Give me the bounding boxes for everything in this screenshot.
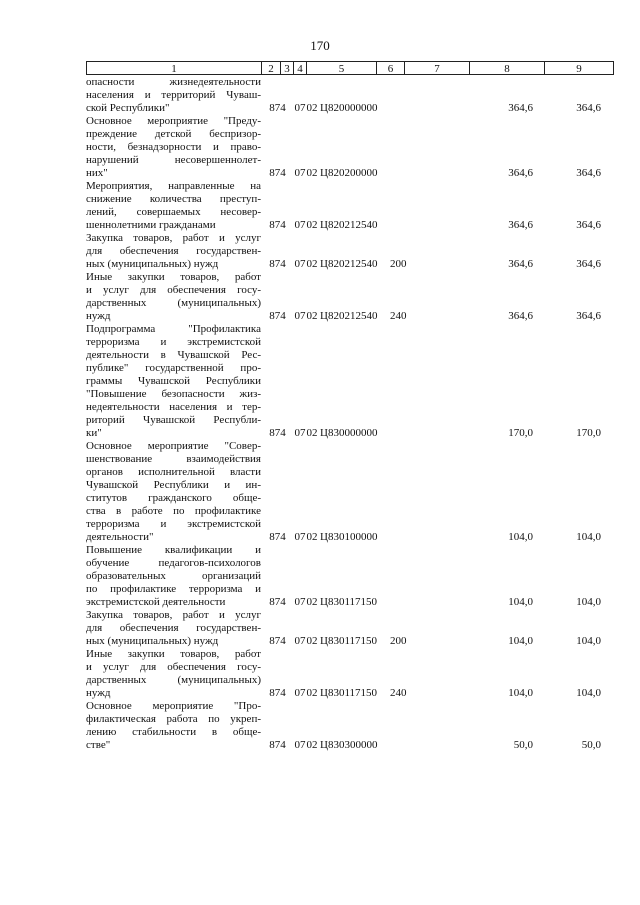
- subsection-cell: 02: [306, 219, 318, 231]
- description-line: риторий Чувашской Республи-: [86, 414, 261, 426]
- description-line: ститутов гражданского обще-: [86, 492, 261, 504]
- description-line: Повышение квалификации и: [86, 544, 261, 556]
- description-line: шеннолетними гражданами: [86, 219, 216, 231]
- code-cell: 874: [269, 258, 286, 270]
- subsection-cell: 02: [306, 258, 318, 270]
- expense-type-cell: 240: [390, 310, 407, 322]
- description-line: публике" государственной про-: [86, 362, 261, 374]
- subsection-cell: 02: [306, 427, 318, 439]
- section-cell: 07: [294, 219, 306, 231]
- description-line: и услуг для обеспечения госу-: [86, 661, 261, 673]
- description-line: стве": [86, 739, 111, 751]
- table-row: [86, 115, 614, 180]
- description-line: филактическая работа по укреп-: [86, 713, 261, 725]
- amount-cell-8: 364,6: [508, 167, 533, 179]
- page-number: 170: [310, 38, 330, 53]
- header-col-8: 8: [469, 61, 544, 75]
- section-cell: 07: [294, 596, 306, 608]
- row-description: [86, 440, 261, 544]
- description-line: Основное мероприятие "Совер-: [86, 440, 261, 452]
- subsection-cell: 02: [306, 531, 318, 543]
- description-line: обучение педагогов-психологов: [86, 557, 261, 569]
- description-line: граммы Чувашской Республики: [86, 375, 261, 387]
- table-body: [86, 76, 614, 752]
- description-line: Основное мероприятие "Преду-: [86, 115, 261, 127]
- section-cell: 07: [294, 310, 306, 322]
- description-line: деятельности": [86, 531, 154, 543]
- description-line: населения и территорий Чуваш-: [86, 89, 261, 101]
- amount-cell-9: 50,0: [581, 739, 601, 751]
- target-article-cell: Ц820200000: [320, 167, 378, 179]
- header-col-7: 7: [404, 61, 469, 75]
- section-cell: 07: [294, 258, 306, 270]
- amount-cell-9: 364,6: [576, 310, 601, 322]
- table-row: [86, 323, 614, 440]
- description-line: лений, совершаемых несовер-: [86, 206, 261, 218]
- amount-cell-9: 104,0: [576, 596, 601, 608]
- amount-cell-8: 104,0: [508, 635, 533, 647]
- description-line: "Повышение безопасности жиз-: [86, 388, 261, 400]
- header-col-1: 1: [86, 61, 261, 75]
- row-description: [86, 544, 261, 609]
- amount-cell-8: 104,0: [508, 687, 533, 699]
- description-line: для обеспечения государствен-: [86, 245, 261, 257]
- amount-cell-8: 50,0: [513, 739, 533, 751]
- description-line: лению стабильности в обще-: [86, 726, 261, 738]
- description-line: дарственных (муниципальных): [86, 297, 261, 309]
- table-row: [86, 700, 614, 752]
- description-line: Чувашской Республики и ин-: [86, 479, 261, 491]
- target-article-cell: Ц830300000: [320, 739, 378, 751]
- target-article-cell: Ц820212540: [320, 310, 378, 322]
- subsection-cell: 02: [306, 687, 318, 699]
- description-line: Мероприятия, направленные на: [86, 180, 261, 192]
- subsection-cell: 02: [306, 167, 318, 179]
- amount-cell-9: 364,6: [576, 167, 601, 179]
- amount-cell-8: 104,0: [508, 531, 533, 543]
- code-cell: 874: [269, 427, 286, 439]
- description-line: дарственных (муниципальных): [86, 674, 261, 686]
- description-line: ных (муниципальных) нужд: [86, 635, 219, 647]
- target-article-cell: Ц820212540: [320, 258, 378, 270]
- description-line: образовательных организаций: [86, 570, 261, 582]
- section-cell: 07: [294, 531, 306, 543]
- code-cell: 874: [269, 687, 286, 699]
- amount-cell-8: 364,6: [508, 102, 533, 114]
- table-row: [86, 440, 614, 544]
- target-article-cell: Ц820212540: [320, 219, 378, 231]
- description-line: нужд: [86, 687, 111, 699]
- code-cell: 874: [269, 310, 286, 322]
- table-row: [86, 609, 614, 648]
- table-row: [86, 232, 614, 271]
- description-line: ности, безнадзорности и право-: [86, 141, 261, 153]
- row-description: [86, 700, 261, 752]
- row-description: [86, 115, 261, 180]
- code-cell: 874: [269, 167, 286, 179]
- table-row: [86, 648, 614, 700]
- subsection-cell: 02: [306, 102, 318, 114]
- subsection-cell: 02: [306, 310, 318, 322]
- header-col-4: 4: [293, 61, 306, 75]
- description-line: терроризма и экстремистской: [86, 336, 261, 348]
- description-line: Закупка товаров, работ и услуг: [86, 609, 261, 621]
- table-header: [86, 61, 614, 75]
- header-col-5: 5: [306, 61, 376, 75]
- amount-cell-8: 364,6: [508, 258, 533, 270]
- section-cell: 07: [294, 102, 306, 114]
- row-description: [86, 76, 261, 115]
- target-article-cell: Ц830117150: [320, 596, 378, 608]
- description-line: органов исполнительной власти: [86, 466, 261, 478]
- description-line: Иные закупки товаров, работ: [86, 648, 261, 660]
- row-description: [86, 323, 261, 440]
- section-cell: 07: [294, 739, 306, 751]
- description-line: терроризма и экстремистской: [86, 518, 261, 530]
- description-line: Подпрограмма "Профилактика: [86, 323, 261, 335]
- description-line: для обеспечения государствен-: [86, 622, 261, 634]
- description-line: недеятельности населения и тер-: [86, 401, 261, 413]
- amount-cell-8: 364,6: [508, 219, 533, 231]
- description-line: и услуг для обеспечения госу-: [86, 284, 261, 296]
- description-line: шенствование взаимодействия: [86, 453, 261, 465]
- header-col-2: 2: [261, 61, 280, 75]
- code-cell: 874: [269, 739, 286, 751]
- header-col-9: 9: [544, 61, 614, 75]
- amount-cell-9: 364,6: [576, 219, 601, 231]
- description-line: ства в работе по профилактике: [86, 505, 261, 517]
- description-line: снижение количества преступ-: [86, 193, 261, 205]
- description-line: Закупка товаров, работ и услуг: [86, 232, 261, 244]
- description-line: нарушений несовершеннолет-: [86, 154, 261, 166]
- amount-cell-9: 364,6: [576, 102, 601, 114]
- description-line: Основное мероприятие "Про-: [86, 700, 261, 712]
- table-row: [86, 544, 614, 609]
- amount-cell-9: 104,0: [576, 531, 601, 543]
- description-line: экстремистской деятельности: [86, 596, 226, 608]
- row-description: [86, 609, 261, 648]
- section-cell: 07: [294, 167, 306, 179]
- target-article-cell: Ц830117150: [320, 635, 378, 647]
- table-row: [86, 180, 614, 232]
- amount-cell-9: 170,0: [576, 427, 601, 439]
- amount-cell-9: 104,0: [576, 687, 601, 699]
- target-article-cell: Ц830117150: [320, 687, 378, 699]
- amount-cell-8: 104,0: [508, 596, 533, 608]
- code-cell: 874: [269, 219, 286, 231]
- description-line: ской Республики": [86, 102, 170, 114]
- expense-type-cell: 200: [390, 258, 407, 270]
- description-line: ки": [86, 427, 102, 439]
- section-cell: 07: [294, 635, 306, 647]
- row-description: [86, 232, 261, 271]
- amount-cell-9: 364,6: [576, 258, 601, 270]
- amount-cell-9: 104,0: [576, 635, 601, 647]
- amount-cell-8: 170,0: [508, 427, 533, 439]
- description-line: ных (муниципальных) нужд: [86, 258, 219, 270]
- row-description: [86, 271, 261, 323]
- description-line: нужд: [86, 310, 111, 322]
- header-col-6: 6: [376, 61, 404, 75]
- expense-type-cell: 200: [390, 635, 407, 647]
- amount-cell-8: 364,6: [508, 310, 533, 322]
- description-line: преждение детской беспризор-: [86, 128, 261, 140]
- description-line: них": [86, 167, 108, 179]
- table-row: [86, 271, 614, 323]
- section-cell: 07: [294, 687, 306, 699]
- target-article-cell: Ц830100000: [320, 531, 378, 543]
- subsection-cell: 02: [306, 635, 318, 647]
- row-description: [86, 648, 261, 700]
- description-line: опасности жизнедеятельности: [86, 76, 261, 88]
- target-article-cell: Ц830000000: [320, 427, 378, 439]
- subsection-cell: 02: [306, 739, 318, 751]
- subsection-cell: 02: [306, 596, 318, 608]
- target-article-cell: Ц820000000: [320, 102, 378, 114]
- header-col-3: 3: [280, 61, 293, 75]
- code-cell: 874: [269, 635, 286, 647]
- code-cell: 874: [269, 596, 286, 608]
- code-cell: 874: [269, 102, 286, 114]
- row-description: [86, 180, 261, 232]
- code-cell: 874: [269, 531, 286, 543]
- expense-type-cell: 240: [390, 687, 407, 699]
- description-line: Иные закупки товаров, работ: [86, 271, 261, 283]
- section-cell: 07: [294, 427, 306, 439]
- description-line: деятельности в Чувашской Рес-: [86, 349, 261, 361]
- description-line: по профилактике терроризма и: [86, 583, 261, 595]
- table-row: [86, 76, 614, 115]
